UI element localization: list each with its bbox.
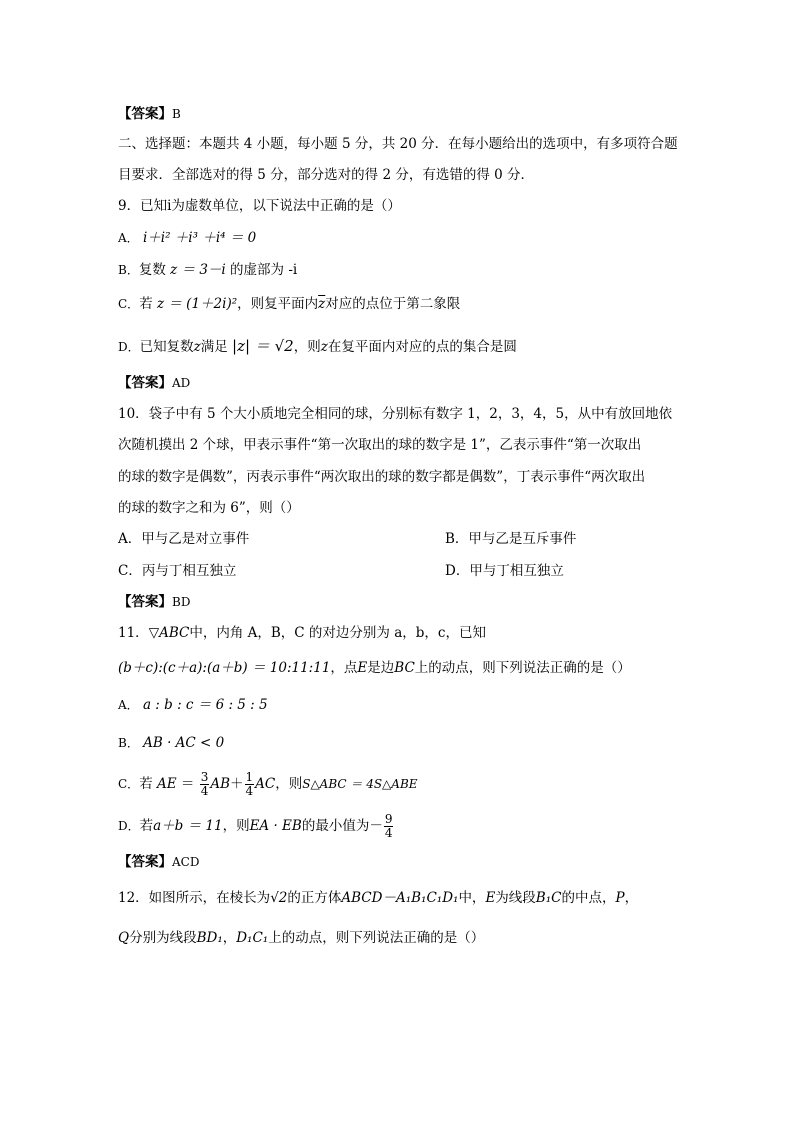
answer-label: 【答案】: [118, 854, 172, 870]
answer-label: 【答案】: [118, 106, 172, 122]
q9-c-text-3: 对应的点位于第二象限: [325, 296, 461, 312]
q12-text-5: 的中点，: [561, 890, 616, 906]
fraction-9-4: $\frac{9}{4}$: [384, 812, 393, 840]
q9-d-text: 已知复数: [139, 339, 194, 355]
q9-b-formula: z ＝ 3－i: [170, 262, 226, 278]
q11-d-text-3: 的最小值为－: [301, 818, 383, 834]
point-q: Q: [118, 930, 130, 946]
var-z: z: [320, 339, 328, 355]
point-e: E: [485, 890, 496, 906]
q11-text: ，点: [330, 660, 358, 676]
answer-label: 【答案】: [118, 594, 172, 610]
q12-line-2: Q分别为线段BD₁，D₁C₁上的动点，则下列说法正确的是（）: [118, 930, 485, 946]
q10-line-2: 次随机摸出 2 个球，甲表示事件“第一次取出的球的数字是 1”，乙表示事件“第一次取出: [118, 437, 642, 453]
q10-line-3: 的球的数字是偶数”，丙表示事件“两次取出的球的数字都是偶数”，丁表示事件“两次取出: [118, 469, 646, 485]
q12-text-6: 分别为线段: [129, 930, 197, 946]
q9-option-a: [118, 228, 256, 248]
q11-text-3: 上的动点，则下列说法正确的是（）: [414, 660, 631, 676]
q9-stem: 9．已知i为虚数单位，以下说法中正确的是（）: [118, 198, 401, 214]
answer-9: [118, 373, 190, 393]
var-z: z: [193, 339, 201, 355]
q11-text: 中，内角 A，B，C 的对边分别为 a，b，c，已知: [189, 625, 486, 641]
ratio-formula: (b＋c):(c＋a):(a＋b) ＝ 10:11:11: [118, 660, 331, 676]
q9-option-b: [118, 260, 297, 280]
q9-c-text: 若: [139, 296, 153, 312]
q11-option-b: [118, 733, 224, 753]
fraction-1-4: $\frac{1}{4}$: [245, 770, 254, 798]
vector-ac: AC: [255, 776, 276, 792]
q10-option-d: D．甲与丁相互独立: [445, 563, 564, 579]
segment-bd1: BD₁: [196, 930, 223, 946]
q10-line-1: 10．袋子中有 5 个大小质地完全相同的球，分别标有数字 1，2，3，4，5，从中有放回地依: [118, 406, 673, 422]
q10-line-4: 的球的数字之和为 6”，则（）: [118, 500, 300, 516]
q10-option-c: C．丙与丁相互独立: [118, 563, 237, 579]
cube-name: ABCD－A₁B₁C₁D₁: [341, 890, 459, 906]
option-label: C．: [118, 297, 140, 311]
q11-option-d: [118, 811, 394, 841]
q11-text-2: 是边: [367, 660, 395, 676]
area-formula: S△ABC ＝ 4S△ABE: [302, 777, 418, 791]
q10-option-b: B．甲与乙是互斥事件: [445, 531, 577, 547]
option-label: B．: [118, 736, 139, 750]
q12-text: 12．如图所示，在棱长为: [118, 890, 271, 906]
sqrt-2: √2: [270, 890, 288, 906]
z-conjugate: $\overline{z}$: [318, 296, 326, 312]
dot-product-ea-eb: EA · EB: [249, 818, 302, 834]
answer-11: [118, 852, 199, 872]
q11-a-formula: a : b : c ＝ 6 : 5 : 5: [142, 697, 268, 713]
q10-option-a: A．甲与乙是对立事件: [118, 531, 250, 547]
answer-10: [118, 592, 190, 612]
q11-d-text: 若: [139, 818, 154, 834]
q11-c-text-2: ，则: [275, 776, 303, 792]
vector-ab: AB: [210, 776, 230, 792]
q9-option-d: [118, 336, 517, 357]
answer-value: AD: [172, 376, 191, 390]
q11-b-formula: AB · AC < 0: [143, 735, 225, 751]
q11-d-formula: a＋b ＝ 11: [153, 818, 223, 834]
answer-value: ACD: [172, 855, 200, 869]
q9-c-text-2: ，则复平面内: [237, 296, 319, 312]
option-label: B．: [118, 263, 139, 277]
q9-option-c: [118, 294, 460, 314]
q12-line-1: 12．如图所示，在棱长为√2的正方体ABCD－A₁B₁C₁D₁中，E为线段B₁C的中点，P，: [118, 890, 639, 906]
segment-b1c: B₁C: [535, 890, 562, 906]
q11-number: 11．: [118, 625, 149, 641]
q11-option-a: [118, 695, 268, 715]
vector-ae: AE: [156, 776, 177, 792]
answer-value: BD: [172, 595, 191, 609]
option-label: D．: [118, 340, 140, 354]
q9-b-text-2: 的虚部为 -i: [225, 262, 298, 278]
answer-value: B: [172, 107, 181, 121]
segment-bc: BC: [394, 660, 415, 676]
segment-d1c1: D₁C₁: [236, 930, 269, 946]
q11-option-c: C．若 AE ＝ $\frac{3}{4}$ AB＋ $\frac{1}{4}$ AC，则S△ABC ＝ 4S△ABE: [118, 770, 418, 798]
point-e: E: [357, 660, 368, 676]
q12-text-4: 为线段: [495, 890, 536, 906]
option-label: A．: [118, 698, 139, 712]
q9-a-formula: i＋i² ＋i³ ＋i⁴ ＝ 0: [142, 230, 257, 246]
option-label: C．: [118, 777, 140, 791]
q9-d-text-3: ，则: [293, 339, 321, 355]
q12-text-3: 中，: [458, 890, 486, 906]
q9-c-formula: z ＝ (1＋2i)²: [156, 296, 238, 312]
q9-b-text: 复数: [138, 262, 166, 278]
q9-d-formula: |z| ＝ √2: [232, 337, 294, 355]
answer-8: [118, 104, 181, 124]
q12-text-2: 的正方体: [287, 890, 342, 906]
q11-line-2: [118, 658, 631, 678]
q11-d-text-2: ，则: [222, 818, 250, 834]
section-heading-line2: 目要求．全部选对的得 5 分，部分选对的得 2 分，有选错的得 0 分．: [118, 167, 535, 183]
answer-label: 【答案】: [118, 375, 172, 391]
q9-d-text-2: 满足: [200, 339, 228, 355]
option-label: A．: [118, 231, 139, 245]
triangle-abc: ▽ABC: [148, 625, 190, 641]
q11-line-1: [118, 623, 486, 643]
option-label: D．: [118, 819, 140, 833]
q12-text-7: 上的动点，则下列说法正确的是（）: [268, 930, 485, 946]
point-p: P: [615, 890, 625, 906]
section-heading-line1: 二、选择题：本题共 4 小题，每小题 5 分，共 20 分．在每小题给出的选项中，有多项符合题: [118, 136, 678, 152]
q11-c-text: 若: [139, 776, 153, 792]
fraction-3-4: $\frac{3}{4}$: [200, 770, 209, 798]
q9-d-text-4: 在复平面内对应的点的集合是圆: [327, 339, 517, 355]
